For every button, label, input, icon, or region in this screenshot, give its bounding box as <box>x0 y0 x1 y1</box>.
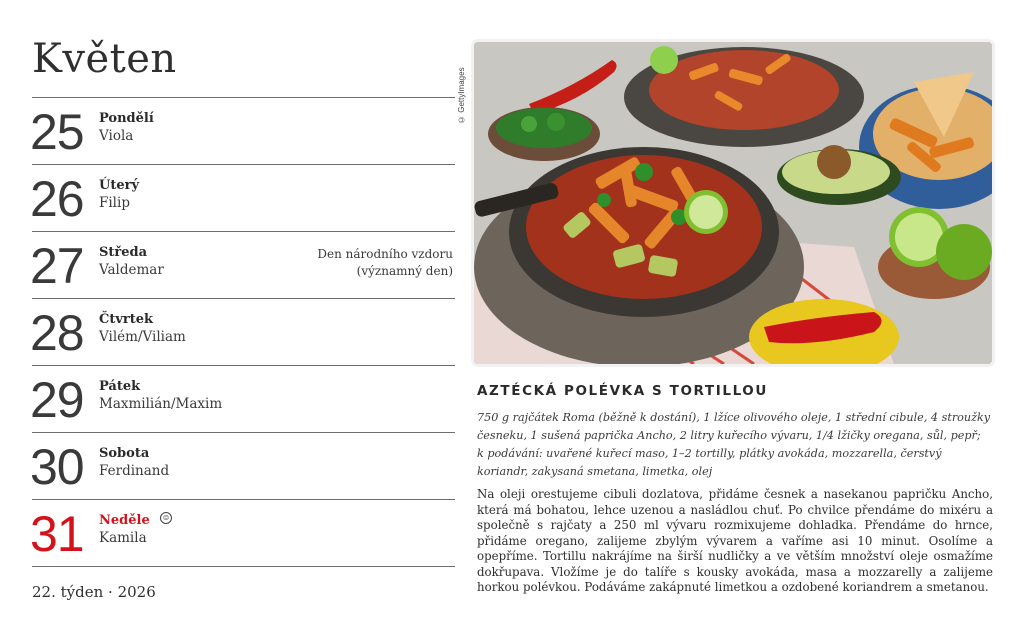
day-number: 26 <box>30 171 84 227</box>
soup-illustration <box>474 42 992 364</box>
day-number: 27 <box>30 238 84 294</box>
weekday-name: Pondělí <box>99 111 154 126</box>
nameday: Maxmilián/Maxim <box>99 396 223 412</box>
nameday: Vilém/Viliam <box>99 329 186 345</box>
day-number: 28 <box>30 305 84 361</box>
nameday: Filip <box>99 195 130 211</box>
weekday-name: Neděle <box>99 513 150 528</box>
holiday-note: Den národního vzdoru (významný den) <box>317 247 453 278</box>
recipe-ingredients <box>477 409 992 481</box>
week-label: 22. týden · 2026 <box>32 583 156 601</box>
moon-phase-icon: ☺ <box>160 512 172 524</box>
nameday: Valdemar <box>99 262 164 278</box>
day-row <box>32 231 455 298</box>
recipe-method: Na oleji orestujeme cibuli dozlatova, přidáme česnek a nasekanou papričku Ancho, která má bohatou, lehce uzenou a nasládlou chuť. Po chvilce přendáme do mixéru a společně s rajčaty a 250 ml vývaru rozmixujeme dohladka. Přendáme do hrnce, přidáme oregano, zalijeme zbylým vývarem a vaříme asi 10 minut. Osolíme a opepříme. Tortillu nakrájíme na širší nudličky a ve větším množství oleje osmažíme dokřupava. Vložíme je do talíře s kousky avokáda, masa a mozzarelly a zalijeme horkou polévkou. Podáváme zakápnuté limetkou a ozdobené koriandrem a smetanou. <box>477 487 993 594</box>
day-row <box>32 97 455 164</box>
day-row <box>32 365 455 432</box>
day-list <box>32 97 455 567</box>
weekday-name: Sobota <box>99 446 150 461</box>
weekday-name: Čtvrtek <box>99 312 154 327</box>
day-number: 30 <box>30 439 84 495</box>
ingredients-serving: k podávání: uvařené kuřecí maso, 1–2 tortilly, plátky avokáda, mozzarella, čerstvý koriandr, zakysaná smetana, limetka, olej <box>477 447 942 478</box>
day-row <box>32 164 455 231</box>
day-row <box>32 432 455 499</box>
day-number: 25 <box>30 104 84 160</box>
day-row-sunday <box>32 499 455 567</box>
recipe-title: AZTÉCKÁ POLÉVKA S TORTILLOU <box>477 383 768 399</box>
weekday-name: Středa <box>99 245 148 260</box>
ingredients-main: 750 g rajčátek Roma (běžně k dostání), 1 lžíce olivového oleje, 1 střední cibule, 4 stroužky česneku, 1 sušená paprička Ancho, 2 litry kuřecího vývaru, 1/4 lžičky oregana, sůl, pepř; <box>477 411 991 442</box>
nameday: Kamila <box>99 530 147 546</box>
nameday: Viola <box>99 128 134 144</box>
nameday: Ferdinand <box>99 463 170 479</box>
day-row <box>32 298 455 365</box>
weekday-name: Pátek <box>99 379 141 394</box>
recipe-photo <box>474 42 992 364</box>
weekday-name: Úterý <box>99 178 140 193</box>
day-number: 29 <box>30 372 84 428</box>
day-number: 31 <box>30 506 84 562</box>
photo-credit: © GettyImages <box>457 67 466 124</box>
month-title: Květen <box>32 36 177 82</box>
